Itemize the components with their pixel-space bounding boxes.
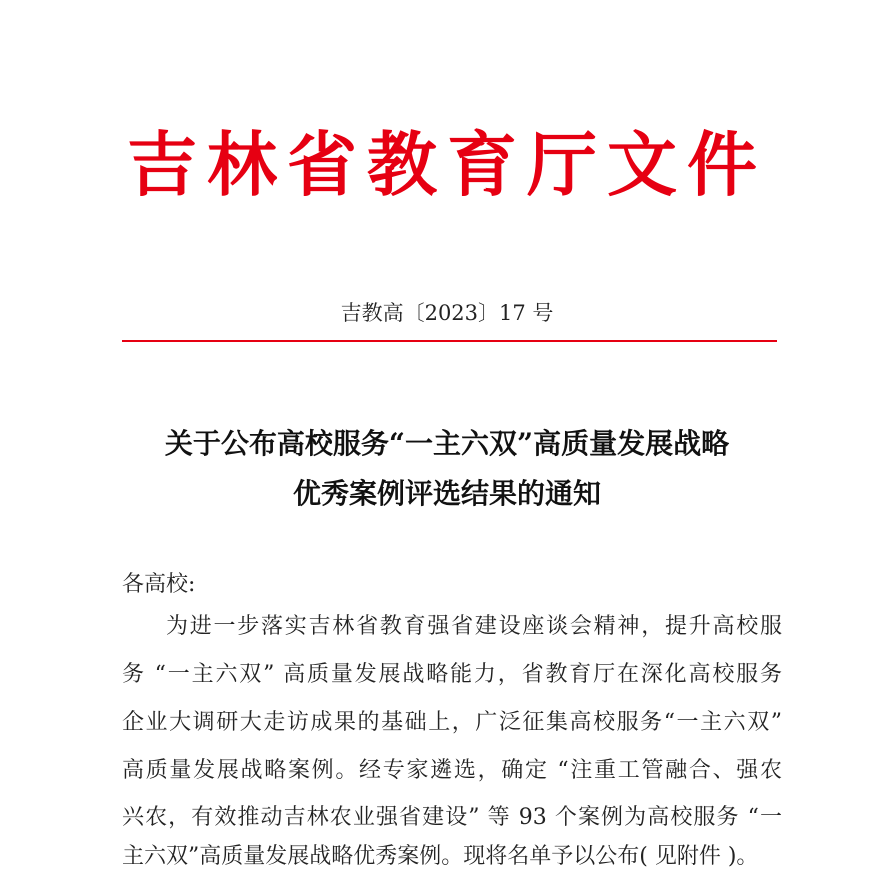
notice-title-line-2: 优秀案例评选结果的通知 bbox=[292, 477, 601, 510]
body-text-line: 主六双”高质量发展战略优秀案例。现将名单予以公布( 见附件 )。 bbox=[122, 844, 759, 869]
salutation: 各高校: bbox=[122, 572, 196, 597]
notice-title-line-1: 关于公布高校服务“一主六双”高质量发展战略 bbox=[164, 427, 730, 460]
body-text-line: 兴农，有效推动吉林农业强省建设” 等 93 个案例为高校服务 “一 bbox=[122, 805, 782, 830]
issuer-header: 吉林省教育厅文件 bbox=[127, 123, 767, 206]
body-text-line: 高质量发展战略案例。经专家遴选，确定 “注重工管融合、强农 bbox=[122, 758, 782, 783]
body-text-line: 企业大调研大走访成果的基础上，广泛征集高校服务“一主六双” bbox=[122, 710, 782, 735]
red-divider-line bbox=[122, 340, 777, 342]
document-number: 吉教高〔2023〕17 号 bbox=[340, 301, 554, 325]
body-text-line: 务 “一主六双” 高质量发展战略能力，省教育厅在深化高校服务 bbox=[122, 662, 782, 687]
body-text-line: 为进一步落实吉林省教育强省建设座谈会精神，提升高校服 bbox=[166, 614, 782, 639]
